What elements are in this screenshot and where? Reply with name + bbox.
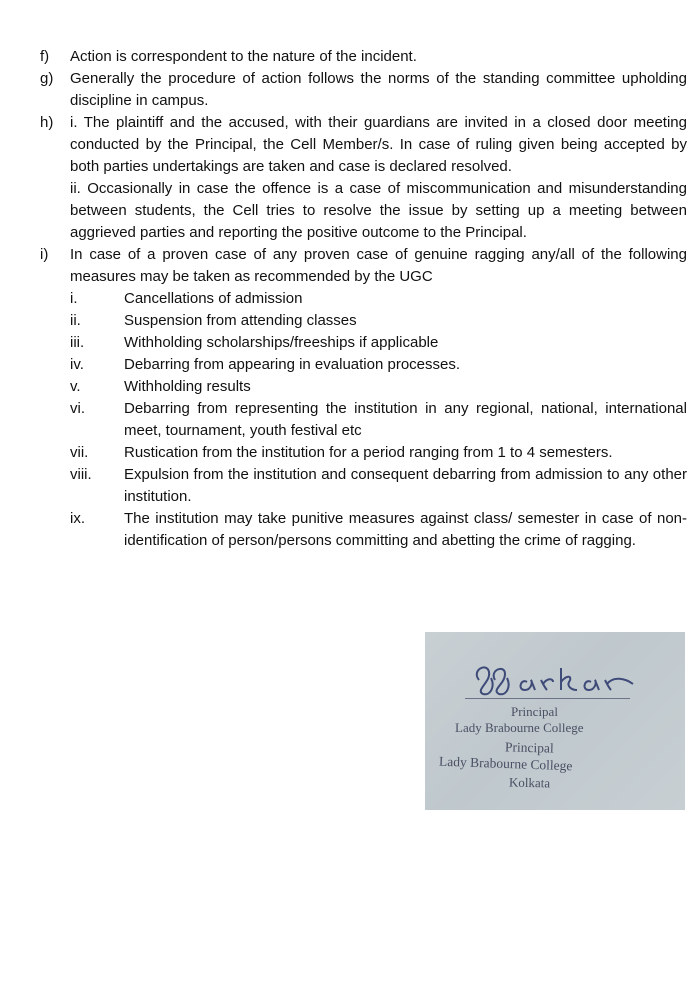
- list-text: Generally the procedure of action follows the norms of the standing committee upholding discipline in campus.: [70, 70, 687, 109]
- list-text-part-i: i. The plaintiff and the accused, with their guardians are invited in a closed door meeting conducted by the Principal, the Cell Member/s. In case of ruling given being accepted by both parties undertakings are taken and case is declared resolved.: [70, 114, 687, 175]
- measure-text: Rustication from the institution for a period ranging from 1 to 4 semesters.: [124, 444, 613, 461]
- measure-text: Debarring from appearing in evaluation processes.: [124, 356, 461, 373]
- signature-rule: [465, 698, 630, 699]
- measure-text: Withholding scholarships/freeships if applicable: [124, 334, 439, 351]
- list-text: Action is correspondent to the nature of the incident.: [70, 48, 417, 65]
- signature-icon: [465, 650, 665, 702]
- measure-text: The institution may take punitive measures against class/ semester in case of non-identification of person/persons committing and abetting the crime of ragging.: [124, 510, 687, 549]
- measure-number: viii.: [70, 466, 92, 483]
- list-text-part-ii: ii. Occasionally in case the offence is a case of miscommunication and misunderstanding between students, the Cell tries to resolve the issue by setting up a meeting between aggrieved parties and reporting the positive outcome to the Principal.: [70, 180, 687, 241]
- list-text: In case of a proven case of any proven case of genuine ragging any/all of the following measures may be taken as recommended by the UGC: [70, 246, 687, 285]
- measure-number: v.: [70, 378, 81, 395]
- measure-item: [70, 442, 687, 464]
- measure-number: vii.: [70, 444, 89, 461]
- stamp-line: Principal: [511, 704, 558, 719]
- list-item-h: [40, 112, 687, 244]
- list-marker: i): [40, 246, 49, 263]
- measure-number: vi.: [70, 400, 85, 417]
- measure-item: [70, 310, 687, 332]
- document-body: [40, 46, 687, 552]
- measure-number: i.: [70, 290, 78, 307]
- principal-stamp: [425, 632, 685, 810]
- stamp-line: Lady Brabourne College: [455, 720, 584, 735]
- measure-text: Suspension from attending classes: [124, 312, 357, 329]
- stamp-line: Kolkata: [508, 774, 551, 791]
- measure-text: Debarring from representing the institution in any regional, national, international meet, tournament, youth festival etc: [124, 400, 687, 439]
- measure-item: [70, 354, 687, 376]
- stamp-line: Lady Brabourne College: [438, 753, 573, 774]
- measure-number: iv.: [70, 356, 84, 373]
- list-item-i: [40, 244, 687, 288]
- stamp-line: Principal: [504, 739, 554, 756]
- measure-number: iii.: [70, 334, 85, 351]
- list-marker: f): [40, 48, 50, 65]
- measure-item: [70, 376, 687, 398]
- measure-text: Withholding results: [124, 378, 251, 395]
- measure-item: [70, 508, 687, 552]
- measure-item: [70, 464, 687, 508]
- measure-number: ix.: [70, 510, 85, 527]
- measure-item: [70, 398, 687, 442]
- list-marker: g): [40, 70, 54, 87]
- list-item-g: [40, 68, 687, 112]
- list-item-f: [40, 46, 687, 68]
- measure-text: Cancellations of admission: [124, 290, 303, 307]
- measure-item: [70, 332, 687, 354]
- measure-text: Expulsion from the institution and consequent debarring from admission to any other institution.: [124, 466, 687, 505]
- measure-number: ii.: [70, 312, 81, 329]
- measure-item: [70, 288, 687, 310]
- list-marker: h): [40, 114, 54, 131]
